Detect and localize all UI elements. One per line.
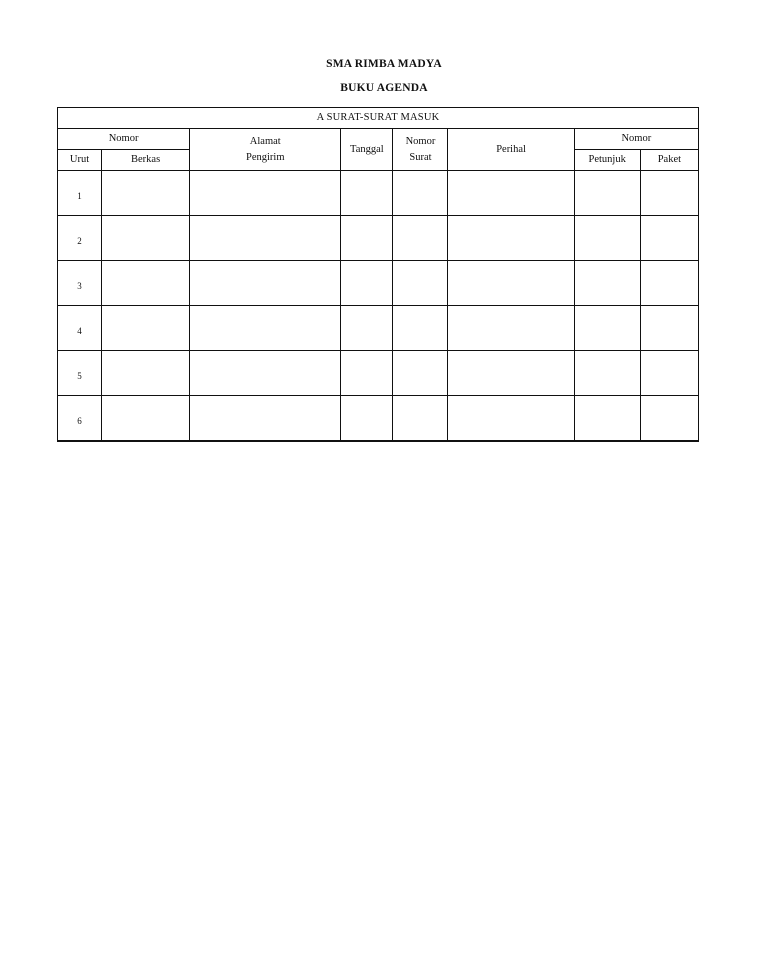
- empty-cell: [393, 396, 448, 442]
- empty-cell: [640, 396, 698, 442]
- empty-cell: [393, 171, 448, 216]
- empty-cell: [102, 261, 190, 306]
- row-number: 4: [58, 306, 102, 351]
- empty-cell: [341, 306, 393, 351]
- empty-cell: [640, 351, 698, 396]
- empty-cell: [640, 216, 698, 261]
- empty-cell: [640, 171, 698, 216]
- empty-cell: [102, 396, 190, 442]
- header-perihal: Perihal: [448, 129, 574, 171]
- agenda-table: [57, 107, 699, 442]
- header-urut: Urut: [58, 150, 102, 171]
- empty-cell: [448, 261, 574, 306]
- empty-cell: [190, 171, 341, 216]
- table-row: [58, 261, 699, 306]
- empty-cell: [190, 216, 341, 261]
- empty-cell: [102, 216, 190, 261]
- table-row: [58, 396, 699, 442]
- table-row: [58, 171, 699, 216]
- empty-cell: [448, 171, 574, 216]
- empty-cell: [393, 216, 448, 261]
- empty-cell: [393, 261, 448, 306]
- empty-cell: [341, 351, 393, 396]
- document-title: BUKU AGENDA: [340, 82, 428, 94]
- empty-cell: [640, 261, 698, 306]
- empty-cell: [640, 306, 698, 351]
- school-name: SMA RIMBA MADYA: [326, 58, 442, 70]
- row-number: 6: [58, 396, 102, 442]
- header-tanggal: Tanggal: [341, 129, 393, 171]
- section-title: A SURAT-SURAT MASUK: [58, 108, 699, 129]
- header-nomor-right: Nomor: [574, 129, 698, 150]
- empty-cell: [574, 351, 640, 396]
- empty-cell: [574, 396, 640, 442]
- empty-cell: [190, 396, 341, 442]
- empty-cell: [448, 351, 574, 396]
- empty-cell: [448, 216, 574, 261]
- header-petunjuk: Petunjuk: [574, 150, 640, 171]
- empty-cell: [393, 306, 448, 351]
- row-number: 2: [58, 216, 102, 261]
- empty-cell: [341, 261, 393, 306]
- empty-cell: [448, 306, 574, 351]
- header-alamat-line1: Alamat: [249, 135, 281, 147]
- header-paket: Paket: [640, 150, 698, 171]
- header-nomor-surat-line1: Nomor: [405, 135, 436, 147]
- empty-cell: [190, 351, 341, 396]
- empty-cell: [574, 261, 640, 306]
- empty-cell: [341, 396, 393, 442]
- row-number: 1: [58, 171, 102, 216]
- empty-cell: [102, 306, 190, 351]
- header-alamat-line2: Pengirim: [246, 151, 285, 163]
- empty-cell: [341, 216, 393, 261]
- row-number: 5: [58, 351, 102, 396]
- empty-cell: [574, 171, 640, 216]
- empty-cell: [448, 396, 574, 442]
- row-number: 3: [58, 261, 102, 306]
- empty-cell: [574, 216, 640, 261]
- table-row: [58, 216, 699, 261]
- empty-cell: [574, 306, 640, 351]
- table-row: [58, 351, 699, 396]
- empty-cell: [341, 171, 393, 216]
- header-nomor-surat-line2: Surat: [409, 151, 432, 163]
- header-nomor: Nomor: [58, 129, 190, 150]
- empty-cell: [102, 171, 190, 216]
- empty-cell: [102, 351, 190, 396]
- empty-cell: [393, 351, 448, 396]
- header-alamat-pengirim: [190, 129, 341, 171]
- table-row: [58, 306, 699, 351]
- empty-cell: [190, 306, 341, 351]
- table-body: [58, 171, 699, 442]
- header-nomor-surat: [393, 129, 448, 171]
- empty-cell: [190, 261, 341, 306]
- header-berkas: Berkas: [102, 150, 190, 171]
